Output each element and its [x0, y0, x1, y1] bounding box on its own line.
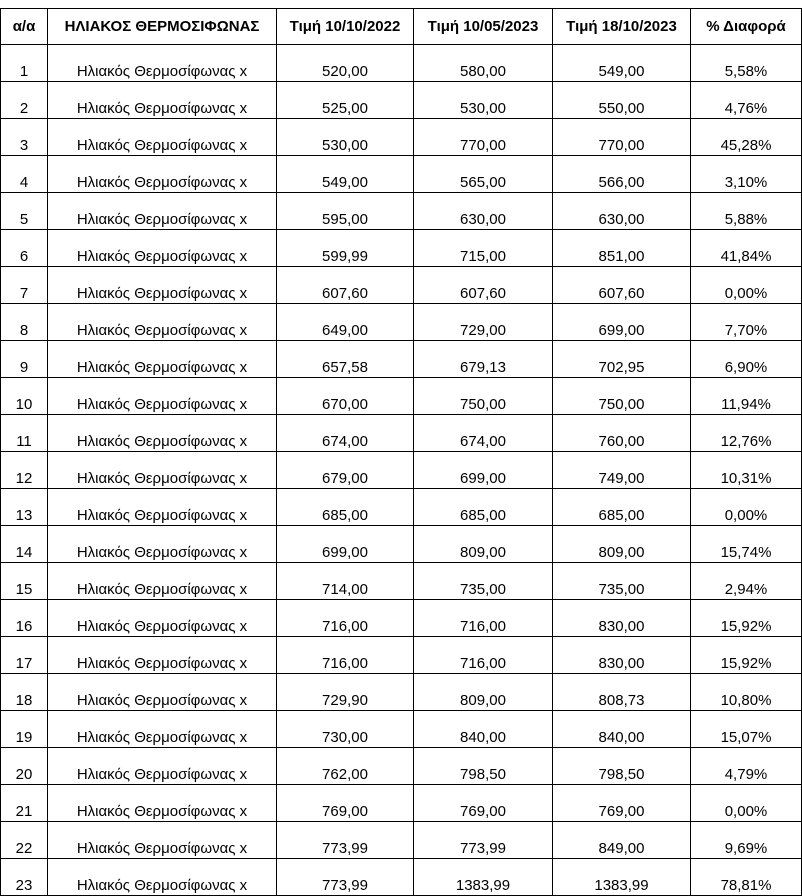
cell-percent-difference: 6,90%	[691, 341, 802, 378]
cell-price-2023-05-10: 580,00	[414, 45, 553, 82]
cell-price-2023-10-18: 685,00	[553, 489, 691, 526]
cell-percent-difference: 3,10%	[691, 156, 802, 193]
cell-price-2022-10-10: 730,00	[277, 711, 414, 748]
cell-price-2023-05-10: 715,00	[414, 230, 553, 267]
cell-price-2023-05-10: 716,00	[414, 637, 553, 674]
table-row	[1, 378, 802, 415]
table-row	[1, 785, 802, 822]
cell-price-2023-05-10: 773,99	[414, 822, 553, 859]
cell-percent-difference: 11,94%	[691, 378, 802, 415]
cell-price-2022-10-10: 716,00	[277, 637, 414, 674]
cell-percent-difference: 78,81%	[691, 859, 802, 896]
cell-product-name: Ηλιακός Θερμοσίφωνας x	[48, 119, 277, 156]
cell-price-2023-05-10: 809,00	[414, 526, 553, 563]
cell-price-2023-05-10: 679,13	[414, 341, 553, 378]
cell-price-2022-10-10: 649,00	[277, 304, 414, 341]
cell-price-2022-10-10: 769,00	[277, 785, 414, 822]
cell-index: 14	[1, 526, 48, 563]
table-row	[1, 415, 802, 452]
cell-price-2023-10-18: 830,00	[553, 600, 691, 637]
cell-product-name: Ηλιακός Θερμοσίφωνας x	[48, 489, 277, 526]
cell-index: 11	[1, 415, 48, 452]
cell-price-2023-10-18: 566,00	[553, 156, 691, 193]
table-row	[1, 452, 802, 489]
cell-price-2022-10-10: 714,00	[277, 563, 414, 600]
cell-price-2023-05-10: 685,00	[414, 489, 553, 526]
cell-price-2023-10-18: 630,00	[553, 193, 691, 230]
cell-price-2023-05-10: 735,00	[414, 563, 553, 600]
cell-product-name: Ηλιακός Θερμοσίφωνας x	[48, 859, 277, 896]
cell-product-name: Ηλιακός Θερμοσίφωνας x	[48, 82, 277, 119]
cell-price-2022-10-10: 773,99	[277, 822, 414, 859]
cell-percent-difference: 12,76%	[691, 415, 802, 452]
cell-product-name: Ηλιακός Θερμοσίφωνας x	[48, 674, 277, 711]
cell-price-2022-10-10: 685,00	[277, 489, 414, 526]
cell-index: 7	[1, 267, 48, 304]
cell-price-2023-10-18: 699,00	[553, 304, 691, 341]
cell-product-name: Ηλιακός Θερμοσίφωνας x	[48, 415, 277, 452]
cell-price-2023-10-18: 550,00	[553, 82, 691, 119]
cell-price-2022-10-10: 595,00	[277, 193, 414, 230]
cell-price-2023-05-10: 750,00	[414, 378, 553, 415]
cell-index: 18	[1, 674, 48, 711]
cell-price-2023-05-10: 1383,99	[414, 859, 553, 896]
table-row	[1, 45, 802, 82]
cell-price-2023-10-18: 770,00	[553, 119, 691, 156]
cell-product-name: Ηλιακός Θερμοσίφωνας x	[48, 230, 277, 267]
cell-product-name: Ηλιακός Θερμοσίφωνας x	[48, 193, 277, 230]
cell-price-2022-10-10: 674,00	[277, 415, 414, 452]
table-row	[1, 711, 802, 748]
cell-price-2023-10-18: 798,50	[553, 748, 691, 785]
header-price-2023-05-10: Τιμή 10/05/2023	[414, 9, 553, 45]
cell-product-name: Ηλιακός Θερμοσίφωνας x	[48, 748, 277, 785]
cell-price-2023-10-18: 760,00	[553, 415, 691, 452]
cell-index: 1	[1, 45, 48, 82]
table-row	[1, 119, 802, 156]
cell-index: 17	[1, 637, 48, 674]
table-row	[1, 674, 802, 711]
table-row	[1, 82, 802, 119]
cell-product-name: Ηλιακός Θερμοσίφωνας x	[48, 45, 277, 82]
header-percent-difference: % Διαφορά	[691, 9, 802, 45]
cell-price-2023-05-10: 840,00	[414, 711, 553, 748]
cell-price-2023-10-18: 1383,99	[553, 859, 691, 896]
cell-price-2022-10-10: 670,00	[277, 378, 414, 415]
cell-product-name: Ηλιακός Θερμοσίφωνας x	[48, 341, 277, 378]
table-row	[1, 600, 802, 637]
header-product: ΗΛΙΑΚΟΣ ΘΕΡΜΟΣΙΦΩΝΑΣ	[48, 9, 277, 45]
cell-price-2022-10-10: 599,99	[277, 230, 414, 267]
header-index: α/α	[1, 9, 48, 45]
cell-price-2023-10-18: 851,00	[553, 230, 691, 267]
cell-product-name: Ηλιακός Θερμοσίφωνας x	[48, 526, 277, 563]
cell-price-2023-10-18: 549,00	[553, 45, 691, 82]
cell-product-name: Ηλιακός Θερμοσίφωνας x	[48, 156, 277, 193]
table-row	[1, 156, 802, 193]
price-table	[0, 8, 802, 896]
cell-index: 6	[1, 230, 48, 267]
cell-index: 3	[1, 119, 48, 156]
cell-index: 8	[1, 304, 48, 341]
cell-price-2023-05-10: 630,00	[414, 193, 553, 230]
cell-price-2023-10-18: 808,73	[553, 674, 691, 711]
cell-percent-difference: 45,28%	[691, 119, 802, 156]
cell-price-2023-05-10: 607,60	[414, 267, 553, 304]
cell-product-name: Ηλιακός Θερμοσίφωνας x	[48, 711, 277, 748]
cell-price-2023-05-10: 530,00	[414, 82, 553, 119]
cell-price-2022-10-10: 530,00	[277, 119, 414, 156]
table-row	[1, 859, 802, 896]
cell-index: 19	[1, 711, 48, 748]
cell-price-2022-10-10: 607,60	[277, 267, 414, 304]
table-row	[1, 563, 802, 600]
cell-index: 13	[1, 489, 48, 526]
table-row	[1, 193, 802, 230]
cell-product-name: Ηλιακός Θερμοσίφωνας x	[48, 563, 277, 600]
cell-index: 23	[1, 859, 48, 896]
cell-index: 4	[1, 156, 48, 193]
cell-product-name: Ηλιακός Θερμοσίφωνας x	[48, 785, 277, 822]
cell-price-2023-05-10: 674,00	[414, 415, 553, 452]
cell-product-name: Ηλιακός Θερμοσίφωνας x	[48, 822, 277, 859]
table-row	[1, 230, 802, 267]
cell-price-2022-10-10: 525,00	[277, 82, 414, 119]
cell-price-2022-10-10: 729,90	[277, 674, 414, 711]
cell-price-2022-10-10: 699,00	[277, 526, 414, 563]
cell-product-name: Ηλιακός Θερμοσίφωνας x	[48, 637, 277, 674]
cell-percent-difference: 5,88%	[691, 193, 802, 230]
cell-index: 21	[1, 785, 48, 822]
cell-price-2023-10-18: 750,00	[553, 378, 691, 415]
cell-price-2023-05-10: 699,00	[414, 452, 553, 489]
cell-price-2022-10-10: 773,99	[277, 859, 414, 896]
table-row	[1, 526, 802, 563]
header-row	[1, 9, 802, 45]
cell-percent-difference: 5,58%	[691, 45, 802, 82]
table-row	[1, 341, 802, 378]
cell-index: 9	[1, 341, 48, 378]
header-price-2023-10-18: Τιμή 18/10/2023	[553, 9, 691, 45]
cell-price-2023-10-18: 702,95	[553, 341, 691, 378]
cell-index: 10	[1, 378, 48, 415]
cell-price-2022-10-10: 716,00	[277, 600, 414, 637]
cell-percent-difference: 15,92%	[691, 637, 802, 674]
cell-price-2023-05-10: 729,00	[414, 304, 553, 341]
cell-price-2023-05-10: 770,00	[414, 119, 553, 156]
cell-price-2022-10-10: 520,00	[277, 45, 414, 82]
cell-price-2023-05-10: 809,00	[414, 674, 553, 711]
cell-price-2023-10-18: 849,00	[553, 822, 691, 859]
cell-price-2022-10-10: 657,58	[277, 341, 414, 378]
cell-price-2022-10-10: 549,00	[277, 156, 414, 193]
cell-percent-difference: 2,94%	[691, 563, 802, 600]
cell-product-name: Ηλιακός Θερμοσίφωνας x	[48, 452, 277, 489]
cell-price-2023-10-18: 809,00	[553, 526, 691, 563]
table-row	[1, 304, 802, 341]
cell-percent-difference: 0,00%	[691, 489, 802, 526]
cell-price-2023-05-10: 769,00	[414, 785, 553, 822]
cell-index: 16	[1, 600, 48, 637]
header-price-2022-10-10: Τιμή 10/10/2022	[277, 9, 414, 45]
cell-percent-difference: 10,31%	[691, 452, 802, 489]
table-row	[1, 489, 802, 526]
cell-index: 12	[1, 452, 48, 489]
cell-index: 15	[1, 563, 48, 600]
cell-percent-difference: 0,00%	[691, 785, 802, 822]
cell-percent-difference: 9,69%	[691, 822, 802, 859]
cell-price-2023-10-18: 735,00	[553, 563, 691, 600]
table-row	[1, 267, 802, 304]
cell-price-2023-10-18: 840,00	[553, 711, 691, 748]
cell-price-2023-10-18: 749,00	[553, 452, 691, 489]
cell-percent-difference: 41,84%	[691, 230, 802, 267]
cell-price-2023-10-18: 830,00	[553, 637, 691, 674]
cell-price-2023-05-10: 798,50	[414, 748, 553, 785]
cell-percent-difference: 7,70%	[691, 304, 802, 341]
table-row	[1, 637, 802, 674]
cell-price-2022-10-10: 679,00	[277, 452, 414, 489]
table-row	[1, 748, 802, 785]
cell-price-2022-10-10: 762,00	[277, 748, 414, 785]
cell-percent-difference: 4,79%	[691, 748, 802, 785]
cell-percent-difference: 4,76%	[691, 82, 802, 119]
table-row	[1, 822, 802, 859]
cell-index: 22	[1, 822, 48, 859]
cell-index: 20	[1, 748, 48, 785]
cell-price-2023-10-18: 607,60	[553, 267, 691, 304]
cell-percent-difference: 15,92%	[691, 600, 802, 637]
cell-index: 2	[1, 82, 48, 119]
cell-product-name: Ηλιακός Θερμοσίφωνας x	[48, 600, 277, 637]
cell-product-name: Ηλιακός Θερμοσίφωνας x	[48, 267, 277, 304]
cell-product-name: Ηλιακός Θερμοσίφωνας x	[48, 378, 277, 415]
cell-percent-difference: 15,74%	[691, 526, 802, 563]
cell-price-2023-05-10: 565,00	[414, 156, 553, 193]
cell-percent-difference: 0,00%	[691, 267, 802, 304]
cell-index: 5	[1, 193, 48, 230]
cell-price-2023-05-10: 716,00	[414, 600, 553, 637]
cell-percent-difference: 10,80%	[691, 674, 802, 711]
cell-price-2023-10-18: 769,00	[553, 785, 691, 822]
cell-product-name: Ηλιακός Θερμοσίφωνας x	[48, 304, 277, 341]
cell-percent-difference: 15,07%	[691, 711, 802, 748]
